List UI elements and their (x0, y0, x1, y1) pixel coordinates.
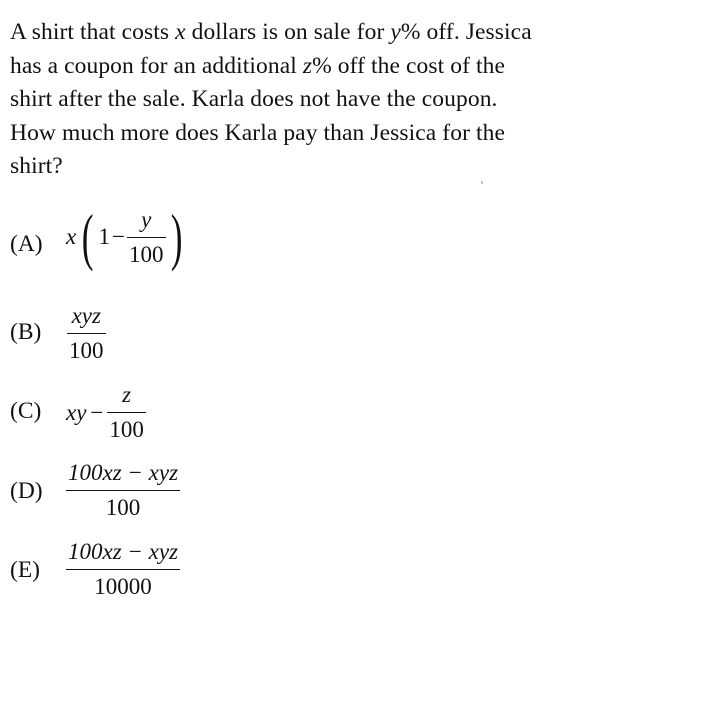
fraction-denominator: 100 (105, 495, 141, 520)
question-text (10, 16, 670, 184)
fraction-denominator: 100 (129, 241, 164, 267)
choice-label: (A) (10, 231, 43, 257)
fraction (67, 303, 106, 364)
scan-speck (481, 181, 483, 184)
fraction-denominator: 100 (109, 417, 144, 442)
choice-label: (C) (10, 398, 42, 424)
question-line: has a coupon for an additional z% off the cost of the (10, 52, 505, 79)
choice-e-expression (66, 539, 180, 600)
fraction-denominator: 100 (69, 338, 104, 363)
fraction (66, 539, 180, 600)
term-xy: xy (66, 399, 87, 425)
fraction-numerator: xyz (67, 303, 106, 334)
choice-label: (D) (10, 478, 43, 504)
question-line: A shirt that costs x dollars is on sale for y% off. Jessica (10, 19, 532, 45)
one: 1 (98, 224, 111, 249)
choice-b-expression (67, 303, 106, 364)
choice-d[interactable] (10, 460, 250, 528)
close-paren: ) (170, 201, 183, 272)
choice-c-expression (66, 382, 146, 443)
variable-z: z (302, 52, 313, 79)
fraction (107, 382, 146, 443)
choice-a[interactable] (10, 201, 310, 285)
choice-label: (E) (10, 557, 41, 583)
fraction-numerator: 100xz − xyz (66, 460, 180, 491)
fraction (66, 460, 180, 521)
fraction-denominator: 10000 (94, 574, 152, 599)
choice-e[interactable] (10, 539, 250, 607)
variable-x: x (175, 19, 186, 45)
minus-sign: − (112, 224, 126, 249)
choice-b[interactable] (10, 303, 210, 369)
fraction-numerator: z (107, 382, 146, 413)
minus-sign: − (90, 399, 104, 425)
fraction-numerator: 100xz − xyz (66, 539, 180, 570)
open-paren: ( (82, 201, 94, 272)
question-line: shirt after the sale. Karla does not have the coupon. (10, 86, 498, 113)
variable-y: y (390, 19, 401, 45)
choice-a-expression (66, 201, 187, 272)
fraction-numerator: y (127, 207, 166, 238)
fraction (127, 207, 166, 268)
choice-label: (B) (10, 319, 42, 345)
choice-d-expression (66, 460, 180, 521)
question-line: shirt? (10, 153, 63, 180)
question-line: How much more does Karla pay than Jessica for the (10, 119, 505, 146)
choice-c[interactable] (10, 382, 230, 448)
variable-x: x (66, 224, 77, 249)
